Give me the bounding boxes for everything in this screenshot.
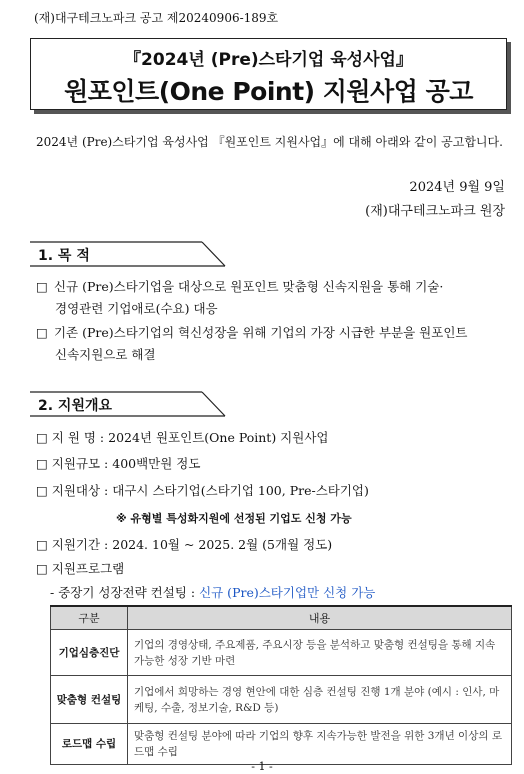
consulting-line <box>50 583 375 601</box>
row-type: 기업심층진단 <box>51 630 128 676</box>
support-scale: □ 지원규모 : 400백만원 정도 <box>36 456 201 471</box>
table-header-row <box>51 606 512 630</box>
title-line1: 『2024년 (Pre)스타기업 육성사업』 <box>124 50 413 70</box>
page-number: - 1 - <box>251 760 273 773</box>
item-line: 신규 (Pre)스타기업을 대상으로 원포인트 맞춤형 신속지원을 통해 기술· <box>53 279 444 294</box>
row-type: 로드맵 수립 <box>51 724 128 765</box>
section2-title: 2. 지원개요 <box>38 398 113 414</box>
support-period: □ 지원기간 : 2024. 10월 ~ 2025. 2월 (5개월 정도) <box>36 537 333 552</box>
target-note: ※ 유형별 특성화지원에 선정된 기업도 신청 가능 <box>116 512 352 525</box>
row-content: 기업의 경영상태, 주요제품, 주요시장 등을 분석하고 맞춤형 컨설팅을 통해 지속가능한 성장 기반 마련 <box>128 630 512 676</box>
consulting-prefix: - 중장기 성장전략 컨설팅 : <box>50 585 200 600</box>
section1-item-2 <box>36 322 512 366</box>
header-type: 구분 <box>51 606 128 630</box>
title-line2: 원포인트(One Point) 지원사업 공고 <box>64 77 473 106</box>
program-heading: □ 지원프로그램 <box>36 561 125 576</box>
title-box <box>30 38 507 110</box>
row-content: 기업에서 희망하는 경영 현안에 대한 심층 컨설팅 진행 1개 분야 (예시 : 인사, 마케팅, 수출, 정보기술, R&D 등) <box>128 676 512 724</box>
item-line: 기존 (Pre)스타기업의 혁신성장을 위해 기업의 가장 시급한 부분을 원포인트 <box>53 325 468 340</box>
header-content: 내용 <box>128 606 512 630</box>
item-line: 신속지원으로 해결 <box>55 347 156 362</box>
table-row <box>51 630 512 676</box>
consulting-highlight: 신규 (Pre)스타기업만 신청 가능 <box>199 585 376 600</box>
section1-title: 1. 목 적 <box>38 248 90 264</box>
row-content: 맞춤형 컨설팅 분야에 따라 기업의 향후 지속가능한 발전을 위한 3개년 이상의 로드맵 수립 <box>128 724 512 765</box>
support-target: □ 지원대상 : 대구시 스타기업(스타기업 100, Pre-스타기업) <box>36 483 369 498</box>
program-name: □ 지 원 명 : 2024년 원포인트(One Point) 지원사업 <box>36 430 329 445</box>
item-line: 경영관련 기업애로(수요) 대응 <box>55 301 218 316</box>
announcement-date: 2024년 9월 9일 <box>409 180 505 195</box>
checkbox-glyph: □ <box>36 279 48 294</box>
intro-text: 2024년 (Pre)스타기업 육성사업 『원포인트 지원사업』에 대해 아래와 같이 공고합니다. <box>36 135 503 149</box>
table-row <box>51 676 512 724</box>
table-row <box>51 724 512 765</box>
row-type: 맞춤형 컨설팅 <box>51 676 128 724</box>
program-table <box>50 605 512 765</box>
section1-item-1 <box>36 276 512 320</box>
checkbox-glyph: □ <box>36 325 48 340</box>
notice-number: (재)대구테크노파크 공고 제20240906-189호 <box>34 11 279 25</box>
organization-signature: (재)대구테크노파크 원장 <box>365 204 505 219</box>
